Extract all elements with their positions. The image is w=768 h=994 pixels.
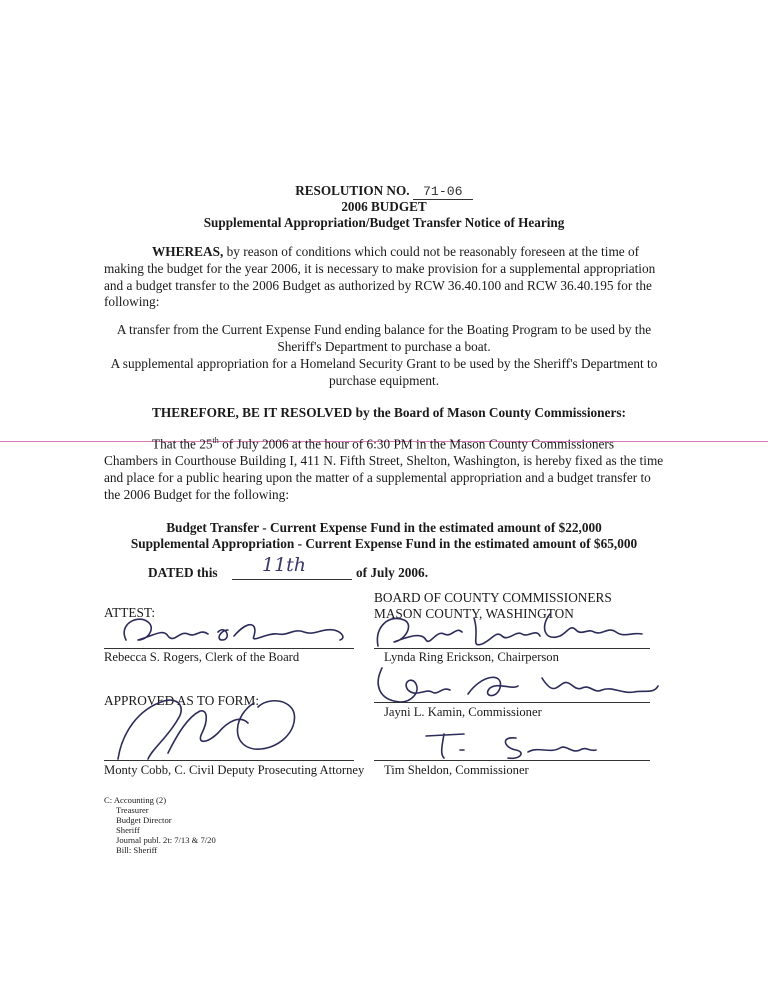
resolution-number: 71-06 bbox=[413, 183, 473, 200]
clerk-signature-line bbox=[104, 648, 354, 649]
chair-name: Lynda Ring Erickson, Chairperson bbox=[384, 650, 559, 664]
commissioner2-signature bbox=[420, 726, 600, 762]
item-homeland-security: A supplemental appropriation for a Homeland Security Grant to be used by the Sheriff's Department to purchase equipment. bbox=[110, 356, 658, 388]
commissioner2-signature-stroke-1 bbox=[426, 734, 464, 758]
cc-list bbox=[104, 795, 216, 855]
chair-signature-stroke-2 bbox=[474, 618, 540, 645]
commissioner1-signature bbox=[372, 664, 662, 706]
commissioner2-signature-line bbox=[374, 760, 650, 761]
commissioner1-name: Jayni L. Kamin, Commissioner bbox=[384, 705, 542, 719]
therefore-clause: THEREFORE, BE IT RESOLVED by the Board of Mason County Commissioners: bbox=[152, 405, 626, 420]
clerk-signature bbox=[108, 610, 356, 650]
chair-signature-stroke-1 bbox=[377, 618, 462, 646]
clerk-signature-stroke-2 bbox=[218, 625, 343, 640]
amount-supplemental-appropriation: Supplemental Appropriation - Current Expense Fund in the estimated amount of $65,000 bbox=[130, 536, 638, 551]
hearing-paragraph: That the 25th of July 2006 at the hour of 6:30 PM in the Mason County Commissioners Chambers in Courthouse Building I, 411 N. Fifth Street, Shelton, Washington, is hereby fixed as the time and place for a public hearing upon the matter of a supplemental appropriation and a budget transfer to the 2006 Budget for the following: bbox=[104, 436, 664, 502]
whereas-lead: WHEREAS, bbox=[152, 244, 224, 259]
chair-signature bbox=[370, 606, 650, 652]
document-subtitle: Supplemental Appropriation/Budget Transfer Notice of Hearing bbox=[203, 215, 565, 230]
whereas-paragraph bbox=[104, 244, 664, 311]
commissioner2-name: Tim Sheldon, Commissioner bbox=[384, 763, 529, 777]
dated-day-line bbox=[232, 579, 352, 580]
chair-signature-stroke-3 bbox=[545, 614, 642, 637]
commissioner1-signature-stroke-1 bbox=[378, 668, 450, 702]
clerk-signature-stroke-1 bbox=[124, 619, 208, 640]
cc-item: Sheriff bbox=[116, 825, 140, 835]
cc-item: Bill: Sheriff bbox=[116, 845, 158, 855]
board-line-1: BOARD OF COUNTY COMMISSIONERS bbox=[374, 590, 612, 605]
cc-label: C: bbox=[104, 795, 113, 805]
amount-budget-transfer: Budget Transfer - Current Expense Fund in the estimated amount of $22,000 bbox=[166, 520, 602, 535]
attorney-signature-stroke-3 bbox=[237, 701, 294, 749]
item-boat-transfer: A transfer from the Current Expense Fund ending balance for the Boating Program to be used by the Sheriff's Department to purchase a boat. bbox=[116, 322, 652, 354]
resolution-heading bbox=[0, 183, 768, 200]
cc-item: Budget Director bbox=[116, 815, 172, 825]
dated-day-handwritten: 11th bbox=[262, 554, 307, 576]
commissioner1-signature-line bbox=[374, 702, 650, 703]
cc-item: Treasurer bbox=[116, 805, 149, 815]
attest-label: ATTEST: bbox=[104, 605, 156, 620]
attorney-signature-stroke-1 bbox=[118, 700, 181, 759]
dated-label: DATED this bbox=[148, 565, 218, 580]
resolution-label: RESOLUTION NO. bbox=[295, 183, 410, 198]
chair-signature-line bbox=[374, 648, 650, 649]
dated-suffix: of July 2006. bbox=[356, 565, 429, 580]
cc-item: Accounting (2) bbox=[113, 795, 167, 805]
approved-label: APPROVED AS TO FORM: bbox=[104, 693, 260, 708]
cc-first-line bbox=[104, 795, 216, 805]
attorney-signature bbox=[108, 693, 308, 761]
attorney-signature-line bbox=[104, 760, 354, 761]
whereas-text: by reason of conditions which could not be reasonably foreseen at the time of making the budget for the year 2006, it is necessary to make provision for a supplemental appropriation and a budget transfer to the 2006 Budget as authorized by RCW 36.40.100 and RCW 36.40.195 for the following: bbox=[104, 244, 656, 310]
commissioner2-signature-stroke-2 bbox=[505, 738, 596, 759]
board-line-2: MASON COUNTY, WASHINGTON bbox=[374, 606, 574, 621]
clerk-name: Rebecca S. Rogers, Clerk of the Board bbox=[104, 650, 300, 664]
commissioner1-signature-stroke-2 bbox=[468, 677, 518, 695]
cc-item: Journal publ. 2t: 7/13 & 7/20 bbox=[116, 835, 216, 845]
commissioner1-signature-stroke-3 bbox=[542, 678, 658, 692]
budget-title: 2006 BUDGET bbox=[341, 199, 427, 214]
attorney-name: Monty Cobb, C. Civil Deputy Prosecuting Attorney bbox=[104, 763, 365, 777]
